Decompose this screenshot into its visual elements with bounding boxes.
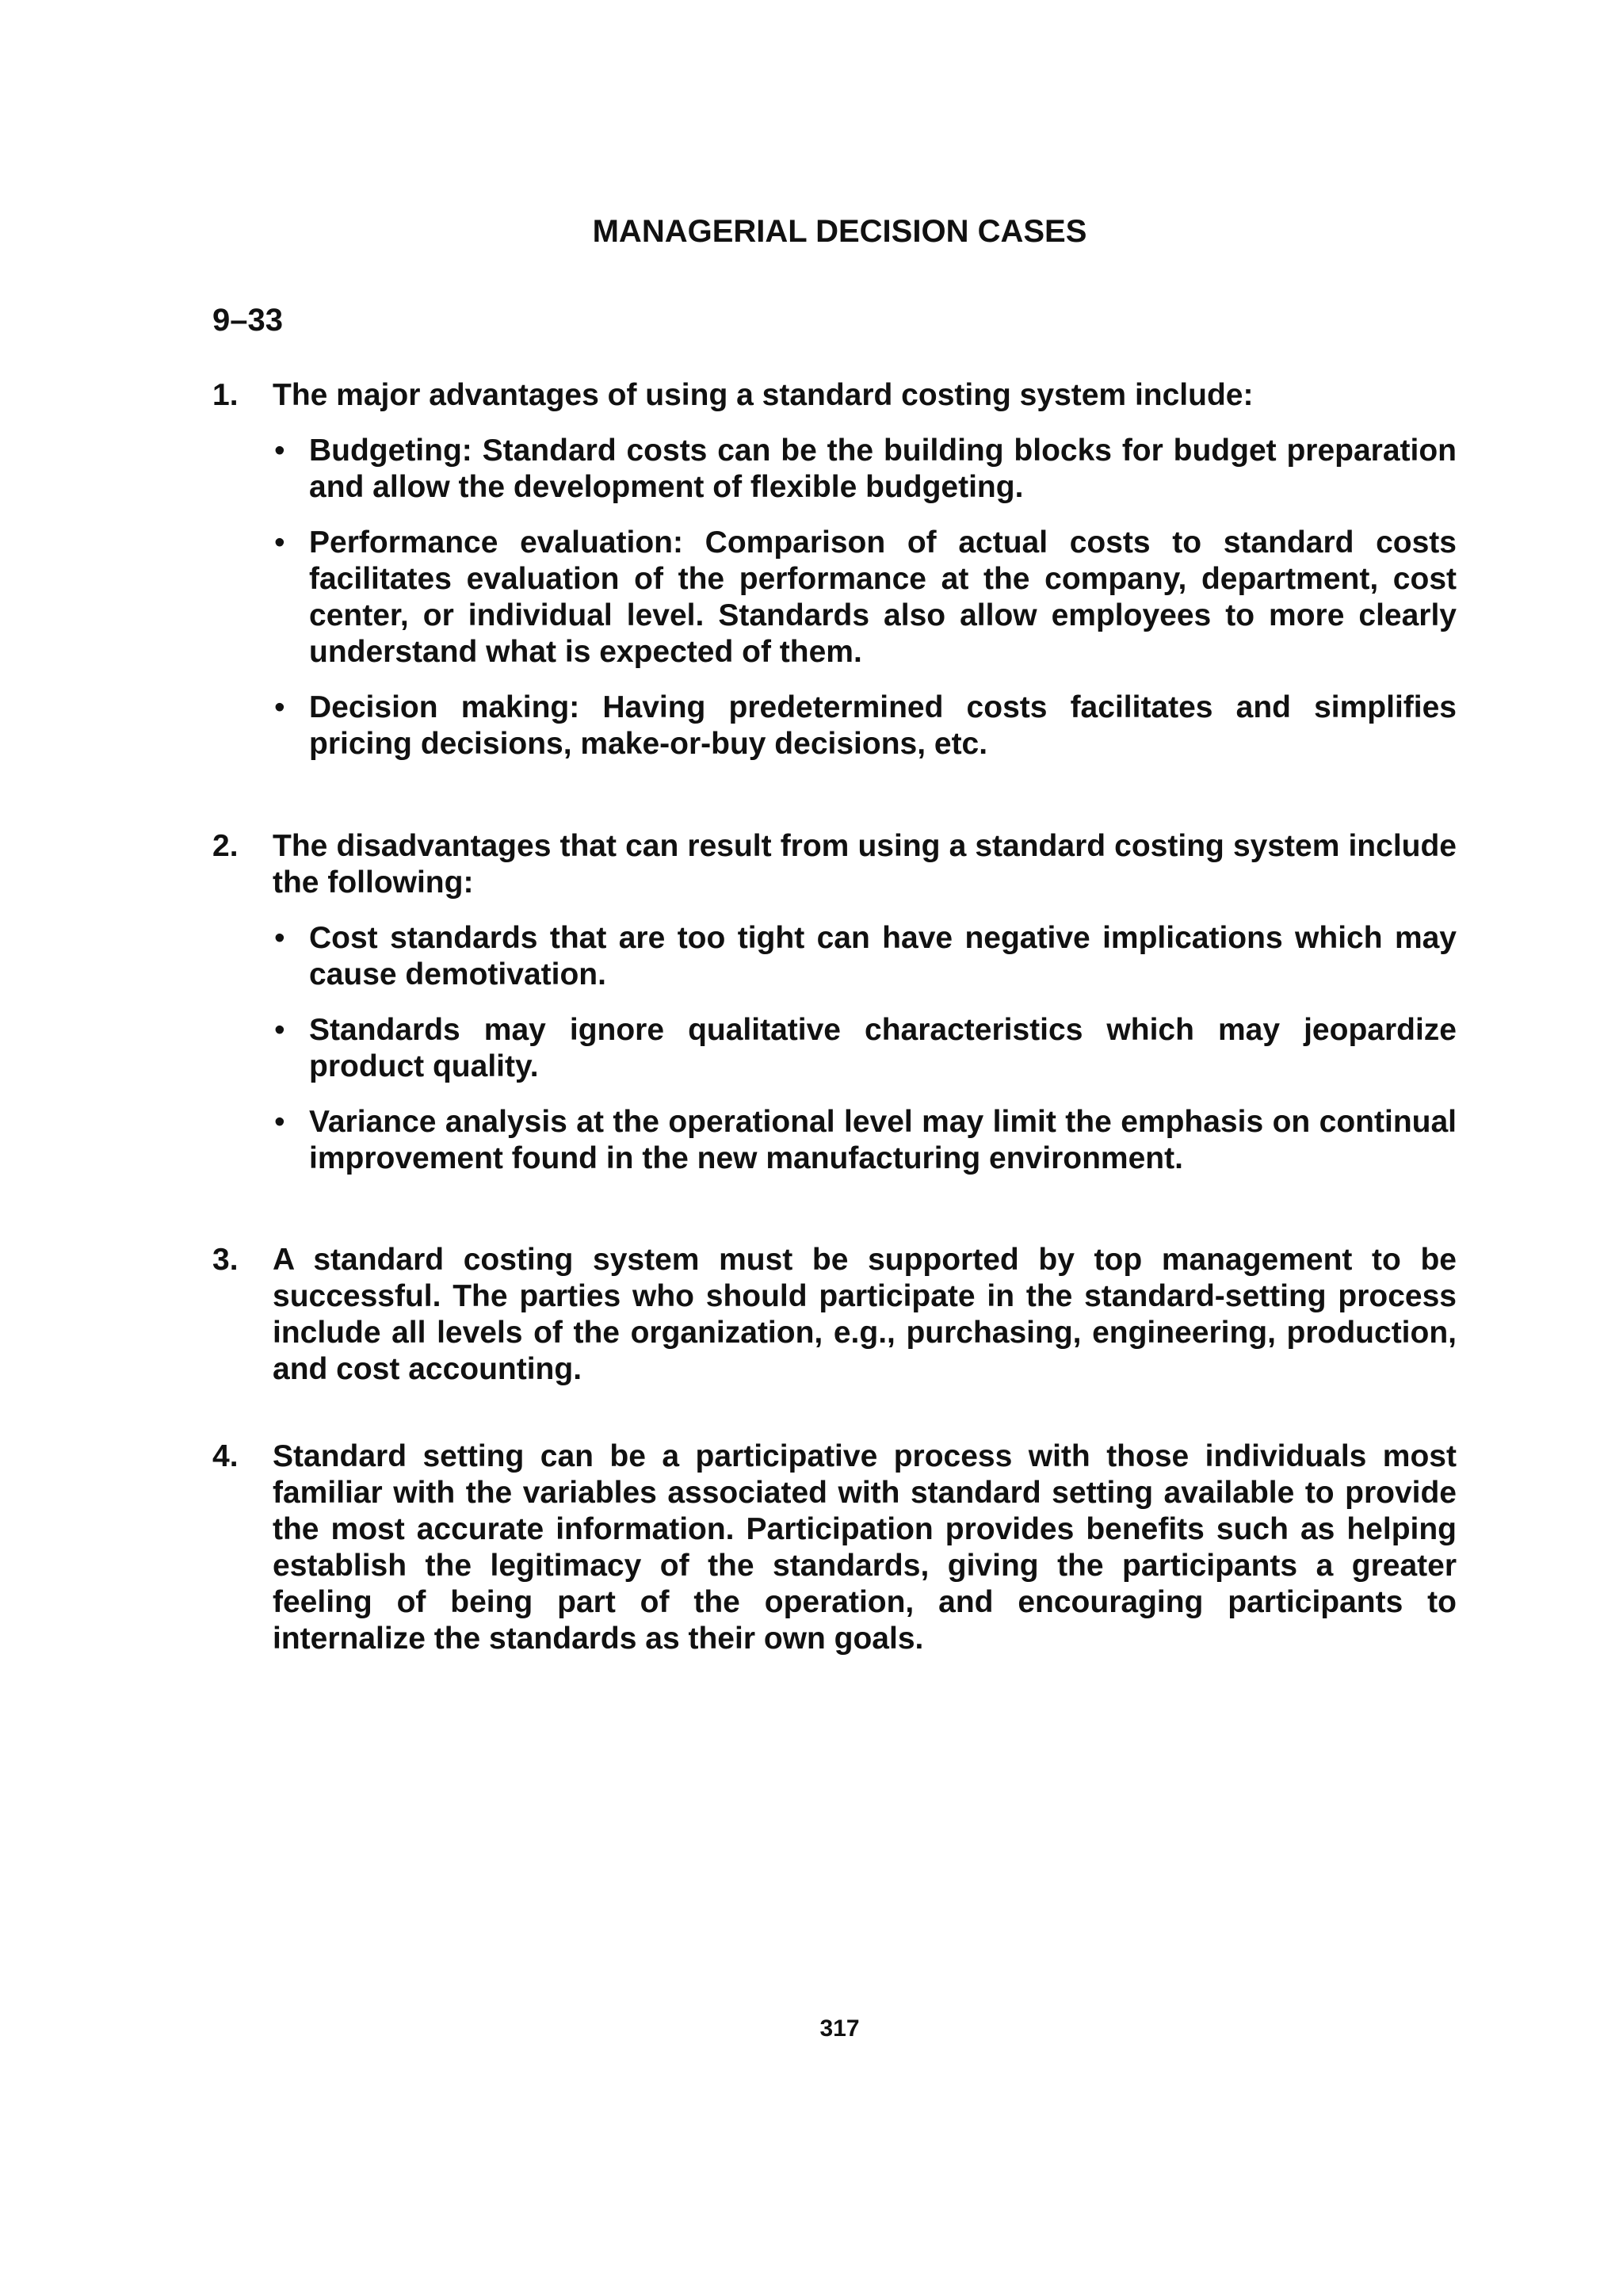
item-number: 1. bbox=[212, 378, 239, 412]
item-text: The disadvantages that can result from using a standard costing system include the following: bbox=[273, 829, 1457, 900]
bullet-list bbox=[273, 920, 1457, 1177]
bullet-item bbox=[273, 433, 1457, 506]
item-text: Standard setting can be a participative process with those individuals most familiar with the variables associated with standard setting available to provide the most accurate information. Participation provides benefits such as helping establish the legitimacy of the standards, giving the participants a greater feeling of being part of the operation, and encouraging participants to internalize the standards as their own goals. bbox=[273, 1439, 1457, 1656]
bullet-icon: • bbox=[274, 1013, 285, 1047]
bullet-item bbox=[273, 920, 1457, 993]
bullet-text: Variance analysis at the operational level may limit the emphasis on continual improvement found in the new manufacturing environment. bbox=[309, 1105, 1457, 1175]
bullet-icon: • bbox=[274, 1105, 285, 1139]
list-item-1 bbox=[212, 377, 1457, 781]
bullet-item bbox=[273, 1012, 1457, 1085]
bullet-item bbox=[273, 690, 1457, 762]
case-number: 9–33 bbox=[212, 303, 283, 338]
bullet-icon: • bbox=[274, 525, 285, 560]
list-item-4 bbox=[212, 1438, 1457, 1657]
item-number: 4. bbox=[212, 1439, 239, 1473]
bullet-icon: • bbox=[274, 921, 285, 955]
list-item-2 bbox=[212, 828, 1457, 1196]
bullet-text: Performance evaluation: Comparison of actual costs to standard costs facilitates evaluation of the performance at the company, department, cost center, or individual level. Standards also allow employees to more clearly understand what is expected of them. bbox=[309, 525, 1457, 669]
bullet-text: Budgeting: Standard costs can be the building blocks for budget preparation and allow the development of flexible budgeting. bbox=[309, 434, 1457, 504]
bullet-text: Decision making: Having predetermined costs facilitates and simplifies pricing decisions, make-or-buy decisions, etc. bbox=[309, 690, 1457, 761]
bullet-list bbox=[273, 433, 1457, 762]
bullet-item bbox=[273, 525, 1457, 670]
list-item-3 bbox=[212, 1242, 1457, 1388]
bullet-icon: • bbox=[274, 690, 285, 724]
page-title: MANAGERIAL DECISION CASES bbox=[592, 214, 1087, 249]
page-number: 317 bbox=[819, 2015, 860, 2042]
item-text: The major advantages of using a standard costing system include: bbox=[273, 378, 1254, 412]
item-number: 2. bbox=[212, 829, 239, 863]
bullet-icon: • bbox=[274, 434, 285, 468]
item-number: 3. bbox=[212, 1243, 239, 1277]
bullet-text: Cost standards that are too tight can have negative implications which may cause demotivation. bbox=[309, 921, 1457, 991]
bullet-item bbox=[273, 1104, 1457, 1177]
item-text: A standard costing system must be supported by top management to be successful. The parties who should participate in the standard-setting process include all levels of the organization, e.g., purchasing, engineering, production, and cost accounting. bbox=[273, 1243, 1457, 1386]
bullet-text: Standards may ignore qualitative characteristics which may jeopardize product quality. bbox=[309, 1013, 1457, 1083]
